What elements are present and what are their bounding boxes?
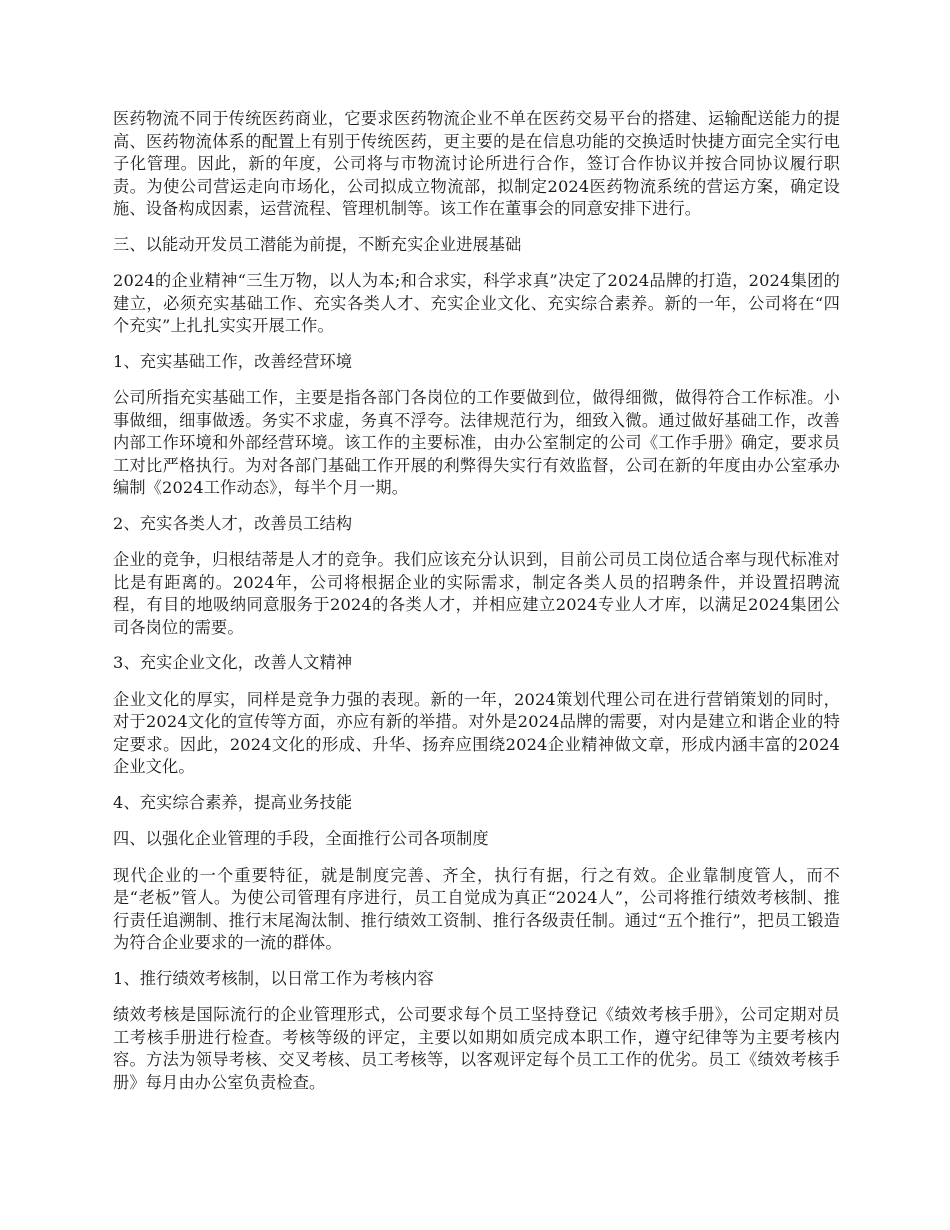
subsection-heading: 1、充实基础工作，改善经营环境: [113, 351, 353, 371]
paragraph: 医药物流不同于传统医药商业，它要求医药物流企业不单在医药交易平台的搭建、运输配送能力的提高、医药物流体系的配置上有别于传统医药，更主要的是在信息功能的交换适时快捷方面完全实行电子化管理。因此，新的年度，公司将与市物流讨论所进行合作，签订合作协议并按合同协议履行职责。为使公司营运走向市场化，公司拟成立物流部，拟制定2024医药物流系统的营运方案，确定设施、设备构成因素，运营流程、管理机制等。该工作在董事会的同意安排下进行。: [113, 109, 840, 218]
section-heading: 三、以能动开发员工潜能为前提，不断充实企业进展基础: [113, 234, 522, 254]
subsection-heading: 1、推行绩效考核制，以日常工作为考核内容: [113, 968, 434, 988]
paragraph: 绩效考核是国际流行的企业管理形式，公司要求每个员工坚持登记《绩效考核手册》，公司定期对员工考核手册进行检查。考核等级的评定，主要以如期如质完成本职工作，遵守纪律等为主要考核内容。方法为领导考核、交叉考核、员工考核等，以客观评定每个员工工作的优劣。员工《绩效考核手册》每月由办公室负责检查。: [113, 1005, 840, 1092]
paragraph: 企业文化的厚实，同样是竞争力强的表现。新的一年，2024策划代理公司在进行营销策划的同时，对于2024文化的宣传等方面，亦应有新的举措。对外是2024品牌的需要，对内是建立和谐企业的特定要求。因此，2024文化的形成、升华、扬弃应围绕2024企业精神做文章，形成内涵丰富的2024企业文化。: [113, 689, 840, 776]
section-heading: 四、以强化企业管理的手段，全面推行公司各项制度: [113, 829, 489, 848]
paragraph: 2024的企业精神“三生万物，以人为本;和合求实，科学求真”决定了2024品牌的打造，2024集团的建立，必须充实基础工作、充实各类人才、充实企业文化、充实综合素养。新的一年，公司将在“四个充实”上扎扎实实开展工作。: [113, 271, 840, 335]
subsection-heading: 2、充实各类人才，改善员工结构: [113, 513, 353, 533]
subsection-heading: 4、充实综合素养，提高业务技能: [113, 792, 353, 812]
paragraph: 企业的竞争，归根结蒂是人才的竞争。我们应该充分认识到，目前公司员工岗位适合率与现代标准对比是有距离的。2024年，公司将根据企业的实际需求，制定各类人员的招聘条件，并设置招聘流程，有目的地吸纳同意服务于2024的各类人才，并相应建立2024专业人才库，以满足2024集团公司各岗位的需要。: [113, 550, 840, 637]
paragraph: 公司所指充实基础工作，主要是指各部门各岗位的工作要做到位，做得细微，做得符合工作标准。小事做细，细事做透。务实不求虚，务真不浮夸。法律规范行为，细致入微。通过做好基础工作，改善内部工作环境和外部经营环境。该工作的主要标准，由办公室制定的公司《工作手册》确定，要求员工对比严格执行。为对各部门基础工作开展的利弊得失实行有效监督，公司在新的年度由办公室承办编制《2024工作动态》，每半个月一期。: [113, 388, 840, 497]
paragraph: 现代企业的一个重要特征，就是制度完善、齐全，执行有据，行之有效。企业靠制度管人，而不是“老板”管人。为使公司管理有序进行，员工自觉成为真正“2024人”，公司将推行绩效考核制、推行责任追溯制、推行末尾淘汰制、推行绩效工资制、推行各级责任制。通过“五个推行”，把员工锻造为符合企业要求的一流的群体。: [113, 865, 840, 952]
document-body: [113, 108, 840, 1107]
subsection-heading: 3、充实企业文化，改善人文精神: [113, 653, 353, 672]
